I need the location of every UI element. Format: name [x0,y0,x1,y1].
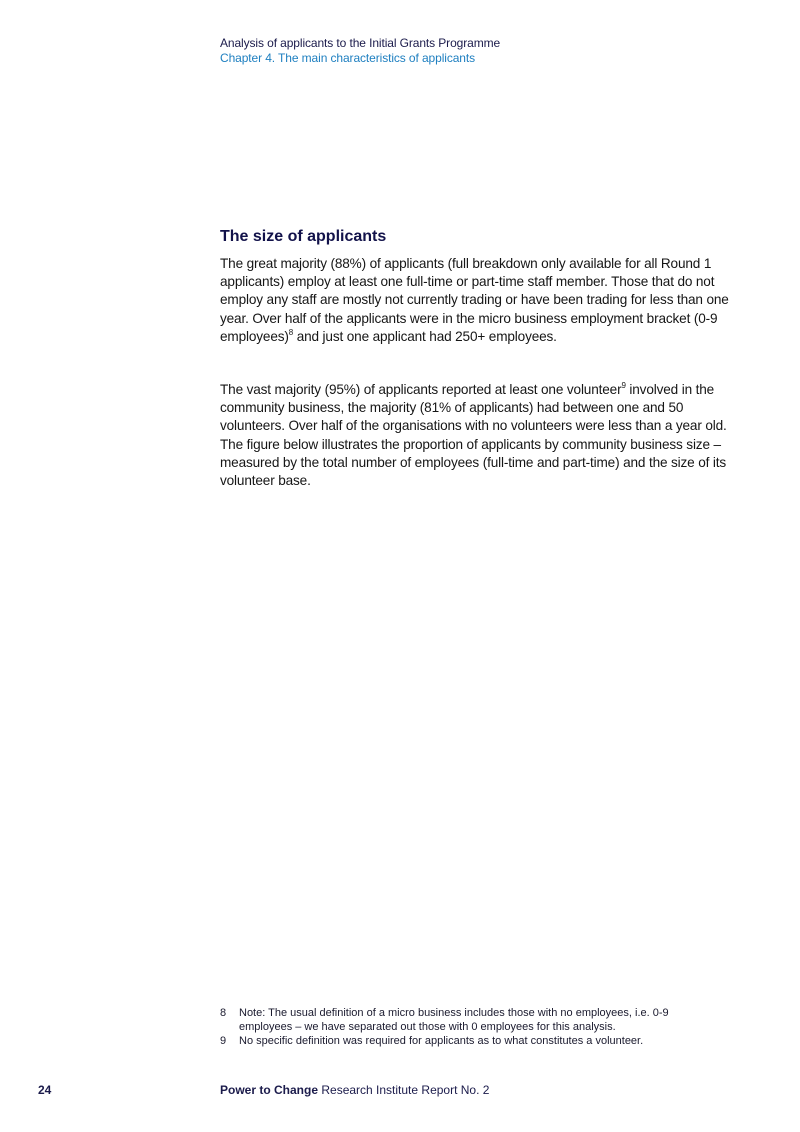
footnote-ref-8[interactable]: 8 [288,327,294,337]
footnote-number: 8 [220,1007,227,1019]
paragraph-2 [220,381,750,490]
running-header-title: Analysis of applicants to the Initial Grants Programme [220,36,501,50]
footnote-ref-9[interactable]: 9 [621,381,626,390]
paragraph-2-text-a: The vast majority (95%) of applicants reported at least one volunteer [220,382,622,397]
footer-report-title [220,1083,489,1097]
footnote-number: 9 [220,1035,227,1047]
footnote-text: Note: The usual definition of a micro business includes those with no employees, i.e. 0-9 employees – we have separated out those with 0 employees for this analysis. [239,1007,669,1034]
paragraph-1 [220,255,750,346]
paragraph-2-text-b: involved in the community business, the majority (81% of applicants) had between one and 50 volunteers. Over half of the organisations with no volunteers were less than a year old. The figure below illustrates the proportion of applicants by community business size – measured by the total number of employees (full-time and part-time) and the size of its volunteer base. [220,382,727,489]
footer-brand: Power to Change [220,1083,319,1097]
page-number: 24 [38,1083,52,1097]
footer-report: Research Institute Report No. 2 [318,1083,490,1097]
running-header-chapter: Chapter 4. The main characteristics of applicants [220,51,476,65]
paragraph-1-text-a: The great majority (88%) of applicants (full breakdown only available for all Round 1 applicants) employ at least one full-time or part-time staff member. Those that do not employ any staff are mostly not currently trading or have been trading for less than one year. Over half of the applicants were in the micro business employment bracket (0-9 employees) [220,256,729,344]
footnote-text: No specific definition was required for applicants as to what constitutes a volunteer. [239,1035,644,1047]
section-heading: The size of applicants [220,228,387,245]
paragraph-1-text-b: and just one applicant had 250+ employees. [293,328,557,344]
